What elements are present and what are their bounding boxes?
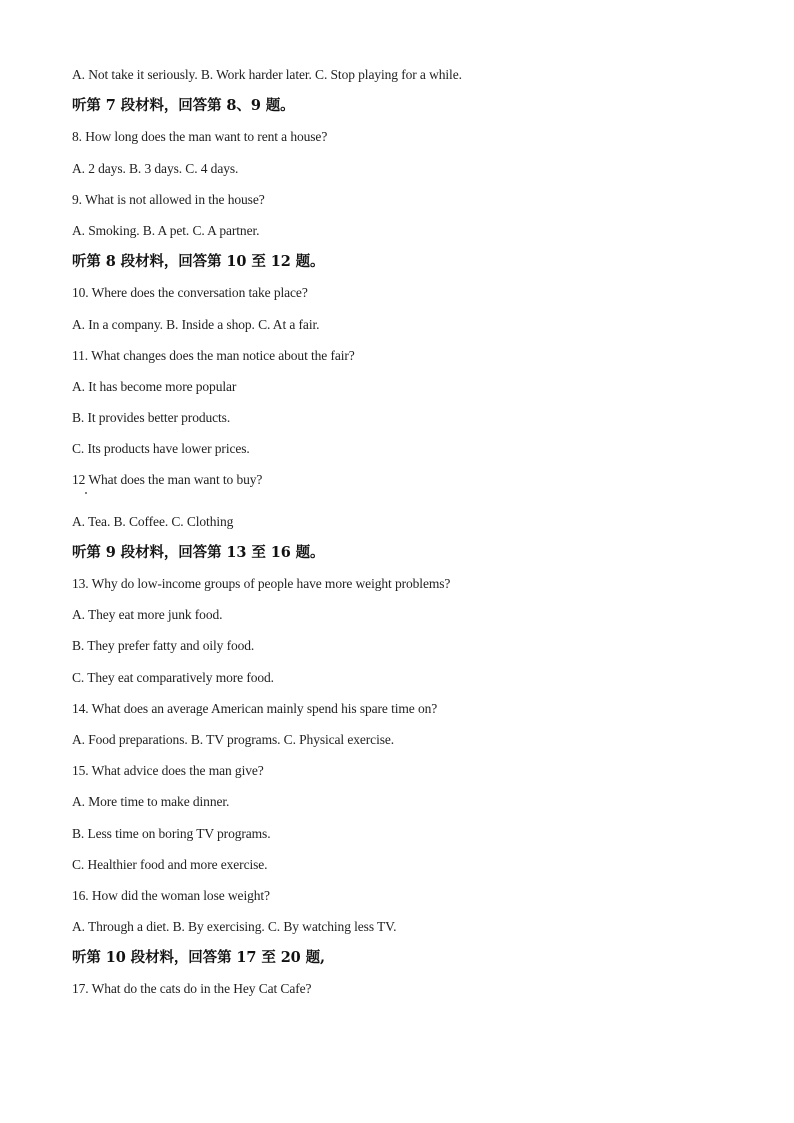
option-line: C. They eat comparatively more food. — [72, 669, 274, 685]
option-line: A. Tea. B. Coffee. C. Clothing — [72, 513, 234, 529]
section-heading: 听第 10 段材料，回答第 17 至 20 题, — [72, 949, 325, 967]
question-line: 17. What do the cats do in the Hey Cat Cafe? — [72, 981, 312, 997]
option-line: C. Healthier food and more exercise. — [72, 856, 268, 872]
document-page — [72, 64, 732, 1010]
question-line: 10. Where does the conversation take place? — [72, 285, 308, 301]
section-heading: 听第 7 段材料，回答第 8、9 题。 — [72, 97, 295, 115]
option-line: A. It has become more popular — [72, 378, 237, 394]
section-heading: 听第 9 段材料，回答第 13 至 16 题。 — [72, 543, 325, 561]
question-line: 11. What changes does the man notice about the fair? — [72, 347, 355, 363]
question-line: 15. What advice does the man give? — [72, 763, 264, 779]
question-line: 9. What is not allowed in the house? — [72, 191, 265, 207]
option-line: B. Less time on boring TV programs. — [72, 825, 271, 841]
option-line: A. In a company. B. Inside a shop. C. At a fair. — [72, 316, 320, 332]
question-line: 12 What does the man want to buy? — [72, 472, 263, 488]
question-line: 8. How long does the man want to rent a house? — [72, 129, 328, 145]
option-line: A. Through a diet. B. By exercising. C. By watching less TV. — [72, 919, 397, 935]
option-line: A. 2 days. B. 3 days. C. 4 days. — [72, 160, 239, 176]
option-line: A. Smoking. B. A pet. C. A partner. — [72, 222, 260, 238]
option-line: A. Not take it seriously. B. Work harder later. C. Stop playing for a while. — [72, 67, 462, 82]
stray-dot-mark — [85, 492, 87, 494]
option-line: C. Its products have lower prices. — [72, 441, 250, 457]
section-heading: 听第 8 段材料，回答第 10 至 12 题。 — [72, 253, 325, 271]
question-line: 13. Why do low-income groups of people have more weight problems? — [72, 576, 451, 591]
option-line: B. They prefer fatty and oily food. — [72, 638, 255, 654]
question-line: 16. How did the woman lose weight? — [72, 887, 270, 903]
option-line: A. More time to make dinner. — [72, 794, 230, 810]
option-line: A. Food preparations. B. TV programs. C. Physical exercise. — [72, 731, 395, 747]
option-line: B. It provides better products. — [72, 410, 231, 426]
option-line: A. They eat more junk food. — [72, 607, 223, 623]
question-line: 14. What does an average American mainly spend his spare time on? — [72, 700, 438, 716]
